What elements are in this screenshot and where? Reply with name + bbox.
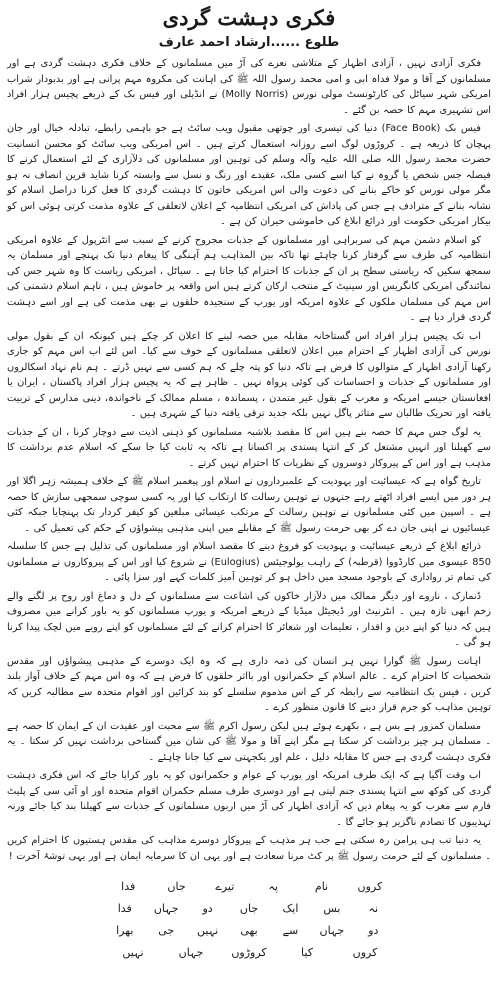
verse-word: کروں bbox=[357, 880, 383, 893]
verse-word: دو bbox=[202, 902, 213, 915]
verse-word: نہیں bbox=[122, 946, 144, 959]
verse-word: ایک bbox=[282, 902, 299, 915]
article-paragraph: مسلمان کمزور ہے بس ہے ، بکھرے ہوئے ہیں لیکن رسول اکرم ﷺ سے محبت اور عقیدت ان کے ایمان کا حصہ ہے ۔ مسلمان ہر چیز برداشت کر سکتا ہے مگر اپنے آقا و مولا ﷺ کی شان میں گستاخی برداشت نہیں کر سکتا ۔ یہ فکری دہشت گردی ہے جس کا مقابلہ دلیل ، علم اور یکجہتی سے کیا جانا چاہئے ۔ bbox=[7, 720, 491, 763]
verse-word: فدا bbox=[121, 880, 136, 893]
verse-word: سے bbox=[282, 924, 299, 937]
article-paragraph: یہ دنیا تب ہی پرامن رہ سکتی ہے جب ہر مذہب کے پیروکار دوسرے مذاہب کی مقدس ہستیوں کا احترام کریں ۔ مسلمانوں کے لئے حرمت رسول ﷺ پر کٹ مرنا سعادت ہے اور یہی ان کا سرمایہ ایمان ہے اور یہی توشۂ آخرت ! bbox=[7, 835, 491, 862]
verse-word: جی bbox=[158, 924, 175, 937]
verse-word: دو bbox=[368, 924, 379, 937]
verse-word: نہ bbox=[368, 902, 379, 915]
verse-word: نام bbox=[314, 880, 329, 893]
article-paragraph: کو اسلام دشمن مہم کی سربراہی اور مسلمانوں کے جذبات مجروح کرنے کے سبب سے انٹرپول کے علاوہ امریکی انتظامیہ کی طرف سے گرفتار کرنا چاہئے تھا تاکہ بین المذاہب ہم آہنگی کا پیغام دنیا تک پہنچے اور مسلمان یہ سمجھ سکیں کہ ریاستی سطح پر ان کے جذبات کا احترام کیا جاتا ہے ۔ سیاٹل ، امریکی ریاست کا وہ شہر جس کی نمائندگی امریکی کانگریس اور سینیٹ کے منتخب ارکان کرتے ہیں اس واقعہ پر خاموش ہیں ، تاہم اسلام دشمنی کی اس مہم کی مسلمان ملکوں کے علاوہ امریکہ اور یورپ کے سنجیدہ حلقوں نے بھی مذمت کی ہے اور اسے دہشت گردی قرار دیا ہے ۔ bbox=[7, 234, 491, 323]
article-paragraph: فیس بک (Face Book) دنیا کی تیسری اور چوتھی مقبول ویب سائٹ ہے جو باہمی رابطے، تبادلہ خیال اور جان پہچان کا ذریعہ ہے ۔ کروڑوں لوگ اسے روزانہ استعمال کرتے ہیں ۔ اس امریکی ویب سائٹ کو محسن انسانیت حضرت محمد رسول اللہ صلی اللہ علیہ وآلہ وسلم کی توہین اور مسلمانوں کی دلآزاری کے لئے استعمال کرنے کا فیصلہ جس شخص یا گروہ نے کیا اسے کسی ملک، عقیدے اور رنگ و نسل سے وابستہ کرنا شاید قرین انصاف نہ ہو مگر مولی نورس کو خاکے بنانے کی دعوت والی اس امریکی خاتون کا دہشت گردی کا فعل کرنا دراصل اسلام کو نشانہ بنانے کے مترادف ہے جس کی پاداش کی امریکی انتظامیہ کے اعلان لاتعلقی کے علاوہ مذمت کرتی ہوئی اس کو بیکار امریکی حکومت اور ذرائع ابلاغ کی خاموشی حیران کن ہے ۔ bbox=[7, 123, 491, 227]
article-paragraph: اہانت رسول ﷺ گوارا نہیں ہر انسان کی ذمہ داری ہے کہ وہ ایک دوسرے کے مذہبی پیشواؤں اور مقدس شخصیات کا احترام کرے ۔ عالم اسلام کے حکمرانوں اور بااثر حلقوں کا فرض ہے کہ وہ اس مہم کے خلاف آواز بلند کریں ، فیس بک انتظامیہ سے رابطہ کر کے اس مذموم سلسلے کو بند کرائیں اور اقوام متحدہ سے مطالبہ کریں کہ توہین مذاہب کو جرم قرار دینے کا قانون منظور کرے ۔ bbox=[7, 655, 491, 713]
verse-word: پہ bbox=[268, 880, 278, 893]
article-paragraph: فکری آزادی نہیں ، آزادی اظہار کے متلاشی نعرے کی آڑ میں مسلمانوں کے خلاف فکری دہشت گردی ہے اور مسلمانوں کے آقا و مولا فداہ ابی و امی محمد رسول اللہ ﷺ کی اہانت کی مکروہ مہم پرانی ہے اور بدبودار شراب امریکی شہر سیاٹل کی کارٹونسٹ مولی نورس (Molly Norris) نے انڈیلی اور فیس بک کے ذریعے پچیس ہزار افراد اس تشہیری مہم کا حصہ بن گئے ۔ bbox=[7, 58, 491, 116]
verse-word: جہاں bbox=[319, 924, 345, 937]
verse-word: فدا bbox=[117, 902, 132, 915]
verse-line bbox=[104, 942, 394, 964]
closing-verse bbox=[0, 876, 498, 964]
verse-line bbox=[104, 898, 394, 920]
article-paragraph: یہ لوگ جس مہم کا حصہ بنے ہیں اس کا مقصد بلاشبہ مسلمانوں کو ذہنی اذیت سے دوچار کرنا ، ان کے جذبات سے کھیلنا اور انہیں مشتعل کر کے انتہا پسندی پر اکسانا ہے تاکہ یہ ثابت کیا جا سکے کہ اسلام عدم برداشت کا مذہب ہے اور اس کے پیروکار دوسروں کے نظریات کا احترام نہیں کرتے ۔ bbox=[7, 426, 491, 469]
article-byline: طلوع ......ارشاد احمد عارف bbox=[158, 35, 340, 50]
verse-word: جاں bbox=[167, 880, 186, 893]
verse-word: جہاں bbox=[178, 946, 204, 959]
verse-line bbox=[104, 920, 394, 942]
verse-word: بھی bbox=[240, 924, 258, 937]
verse-word: جاں bbox=[239, 902, 259, 915]
article-body bbox=[7, 56, 491, 864]
verse-word: نہیں bbox=[197, 924, 219, 937]
article-title: فکری دہشت گردی bbox=[162, 5, 336, 30]
verse-word: کروڑوں bbox=[231, 946, 267, 959]
verse-word: کیا bbox=[301, 946, 313, 959]
verse-word: تیرے bbox=[215, 880, 235, 893]
article-paragraph: ذرائع ابلاغ کے ذریعے عیسائیت و یہودیت کو فروغ دینے کا مقصد اسلام اور مسلمانوں کی تذلیل ہے جس کا سلسلہ 850 عیسوی میں کارڈووا (قرطبہ) کے راہب یولوجیئس (Eulogius) نے شروع کیا اور اس کے پیروکاروں نے مسلمانوں کی تمام تر رواداری کے باوجود مسجد میں داخل ہو کر توہین آمیز کلمات کہے اور سزا پائی ۔ bbox=[7, 541, 491, 583]
verse-word: جہاں bbox=[153, 902, 179, 915]
article-paragraph: اب وقت آگیا ہے کہ ایک طرف امریکہ اور یورپ کے عوام و حکمرانوں کو یہ باور کرایا جائے کہ اس فکری دہشت گردی کی کوکھ سے انتہا پسندی جنم لیتی ہے اور دوسری طرف مسلم حکمران اقوام متحدہ اور او آئی سی کے پلیٹ فارم سے مغرب کو یہ پیغام دیں کہ آزادی اظہار کی آڑ میں اربوں مسلمانوں کے جذبات سے کھیلنا بند کیا جائے ورنہ تہذیبوں کا تصادم ناگزیر ہو جائے گا ۔ bbox=[7, 770, 491, 828]
verse-word: بھرا bbox=[116, 924, 134, 937]
article-paragraph: ڈنمارک ، ناروے اور دیگر ممالک میں دلآزار خاکوں کی اشاعت سے مسلمانوں کے دل و دماغ اور روح پر لگنے والے زخم ابھی تازہ ہیں ۔ انٹرنیٹ اور ڈیجیٹل میڈیا کے ذریعے امریکہ و یورپ مسلمانوں کو یہ باور کرانے میں مصروف ہیں کہ دنیا کو اپنے دین و اقدار ، تعلیمات اور شعائر کا احترام کرانے کے لئے مسلمانوں کو اپنے رویے میں لچک پیدا کرنا ہو گی ۔ bbox=[7, 590, 491, 648]
verse-line bbox=[104, 876, 394, 898]
verse-word: کروں bbox=[352, 946, 378, 959]
article-paragraph: تاریخ گواہ ہے کہ عیسائیت اور یہودیت کے علمبرداروں نے اسلام اور پیغمبر اسلام ﷺ کے خلاف ہمیشہ زہر اگلا اور ہر دور میں ایسے افراد اٹھتے رہے جنہوں نے توہین رسالت کا ارتکاب کیا اور یہ کسی سوچی سمجھی سازش کا حصہ ہے ۔ اسپین میں کئی مسلمانوں نے توہین رسالت کے مرتکب عیسائی مبلغین کو کیفر کردار تک پہنچایا جبکہ کئی عیسائیوں نے اپنی جان دے کر بھی حرمت رسول ﷺ کے مقابلے میں اپنی مذہبی پیشواؤں کے حکم کی تعمیل کی ۔ bbox=[7, 476, 491, 534]
verse-word: بس bbox=[323, 902, 341, 915]
article-paragraph: اب تک پچیس ہزار افراد اس گستاخانہ مقابلہ میں حصہ لینے کا اعلان کر چکے ہیں کیونکہ ان کے بقول مولی نورس کی آزادی اظہار کے احترام میں اعلان لاتعلقی مسلمانوں کے خوف سے کیا۔ اس لئے اب اس مہم کو جاری رکھنا آزادی اظہار کے متوالوں کا فرض ہے تاکہ دنیا کو پتہ چلے کہ ہم کسی سے نہیں ڈرتے ۔ ہم نام نہاد اسکالروں اور مسلمانوں کے جذبات و احساسات کی کوئی پرواہ نہیں ۔ ظاہر ہے کہ یہ پچیس ہزار افراد پاکستان ، ایران یا افغانستان جیسے امریکہ و مغرب کے بقول غیر متمدن ، پسماندہ ، مسلم ممالک کے ناخواندہ، دینی مدارس کے تربیت یافتہ اور تحریک طالبان سے متاثر پاگل نہیں بلکہ جدید ترقی یافتہ دنیا کے شہری ہیں ۔ bbox=[7, 330, 491, 419]
